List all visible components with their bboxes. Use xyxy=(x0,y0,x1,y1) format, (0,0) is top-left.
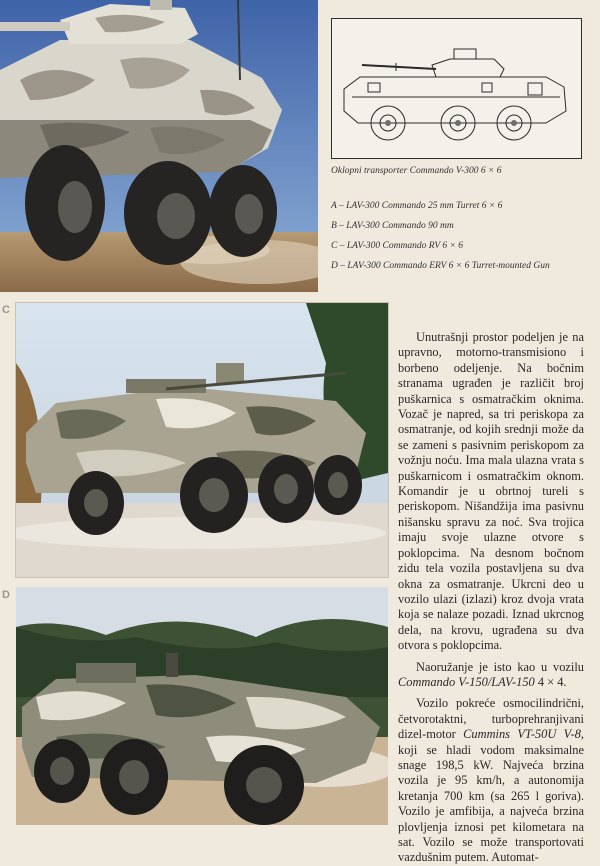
paragraph-propulsion xyxy=(398,696,584,865)
legend-item-d: D – LAV-300 Commando ERV 6 × 6 Turret-mounted Gun xyxy=(331,261,550,271)
legend-item-c: C – LAV-300 Commando RV 6 × 6 xyxy=(331,241,463,251)
paragraph-interior: Unutrašnji prostor podeljen je na upravno, motorno-transmisiono i borbeno odeljenje. Na bočnim stranama ugrađen je različit broj puškarnica s osmatračkim oknima. Vozač je napred, sa tri periskopa za osmatranje, od kojih srednji može da se zameni s pasivnim periskopom za vožnju noću. Ima mala ulazna vrata s puškarnicom i osmatračkim oknom. Komandir je u obrtnoj tureli s periskopom. Nišandžija ima pasivnu nišansku spravu za noć. Sva trojica imaju svoje ulazne otvore s poklopcima. Na desnom bočnom zidu tela vozila postavljena su dva okna za osmatranje. Ukrcni deo u vozilo ulazi (izlazi) kroz dvoja vrata koja se nalaze pozadi. Iznad ukrcnog dela, na krovu, ugrađena su dva otvora s poklopcima. xyxy=(398,330,584,653)
article-body xyxy=(398,330,584,866)
photo-lav300-rv xyxy=(16,303,388,577)
legend-item-a: A – LAV-300 Commando 25 mm Turret 6 × 6 xyxy=(331,201,503,211)
paragraph-armament xyxy=(398,660,584,691)
legend-item-b: B – LAV-300 Commando 90 mm xyxy=(331,221,454,231)
armament-text-end: 4 × 4. xyxy=(534,674,567,689)
photo-label-d: D xyxy=(2,589,10,601)
photo-lav300-25mm-turret xyxy=(0,0,318,292)
photo-lav300-erv xyxy=(16,587,388,825)
propulsion-text-end: koji se hladi vodom maksimalne snage 198,5 kW. Najveća brzina vozila je 95 km/h, a autonomija kretanja 700 km (sa 265 l goriva). Vozilo je amfibija, a najveća brzina plovljenja iznosi pet kilometara na sat. Vozilo se može transportovati vazdušnim putem. Automat- xyxy=(398,742,584,865)
armament-reference-model: Commando V-150/LAV-150 xyxy=(398,674,535,689)
technical-drawing-v300 xyxy=(331,18,582,159)
photo-legend xyxy=(331,200,591,280)
propulsion-text-start: Vozilo pokreće osmocilindrični, četvorotaktni, turboprehranjivani dizel-motor xyxy=(398,696,584,742)
drawing-caption: Oklopni transporter Commando V-300 6 × 6 xyxy=(331,166,502,176)
engine-model: Cummins VT-50U V-8, xyxy=(463,727,584,742)
armament-text-start: Naoružanje je isto kao u vozilu xyxy=(416,659,584,674)
photo-label-c: C xyxy=(2,304,10,316)
